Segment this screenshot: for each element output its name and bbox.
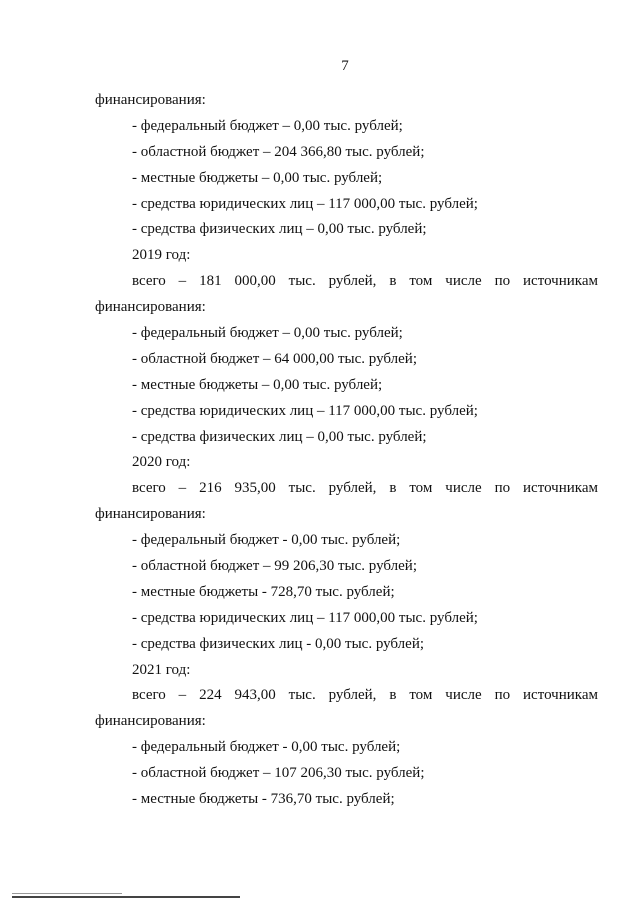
text-line: - федеральный бюджет – 0,00 тыс. рублей; [132,325,403,342]
page-number: 7 [341,58,349,74]
total-line: всего – 181 000,00 тыс. рублей, в том числе по источникам [132,273,598,290]
text-line: - средства физических лиц - 0,00 тыс. рублей; [132,635,425,652]
text-line: - средства физических лиц – 0,00 тыс. рублей; [132,428,427,445]
text-line: - федеральный бюджет – 0,00 тыс. рублей; [132,117,403,134]
text-line: - областной бюджет – 64 000,00 тыс. рублей; [132,350,417,367]
text-line: финансирования: [95,506,206,523]
year-heading: 2019 год: [132,247,191,264]
text-line: - федеральный бюджет - 0,00 тыс. рублей; [132,739,401,756]
text-line: финансирования: [95,299,206,316]
text-line: - местные бюджеты - 728,70 тыс. рублей; [132,583,395,600]
text-line: - средства юридических лиц – 117 000,00 тыс. рублей; [132,402,478,419]
year-heading: 2021 год: [132,661,191,678]
text-line: - местные бюджеты - 736,70 тыс. рублей; [132,791,395,808]
text-line: финансирования: [95,713,206,730]
text-line: - средства юридических лиц – 117 000,00 тыс. рублей; [132,195,478,212]
text-line: - местные бюджеты – 0,00 тыс. рублей; [132,169,383,186]
total-line: всего – 216 935,00 тыс. рублей, в том числе по источникам [132,480,598,497]
text-line: - местные бюджеты – 0,00 тыс. рублей; [132,376,383,393]
document-body [95,88,598,813]
text-line: - средства физических лиц – 0,00 тыс. рублей; [132,221,427,238]
text-line: - областной бюджет – 99 206,30 тыс. рублей; [132,558,417,575]
scan-edge-line [12,893,122,894]
scan-edge-line [12,896,240,898]
text-line: - областной бюджет – 204 366,80 тыс. рублей; [132,143,425,160]
text-line: финансирования: [95,92,206,108]
year-heading: 2020 год: [132,454,191,471]
text-line: - областной бюджет – 107 206,30 тыс. рублей; [132,765,425,782]
text-line: - федеральный бюджет - 0,00 тыс. рублей; [132,532,401,549]
text-line: - средства юридических лиц – 117 000,00 тыс. рублей; [132,609,478,626]
total-line: всего – 224 943,00 тыс. рублей, в том числе по источникам [132,687,598,704]
